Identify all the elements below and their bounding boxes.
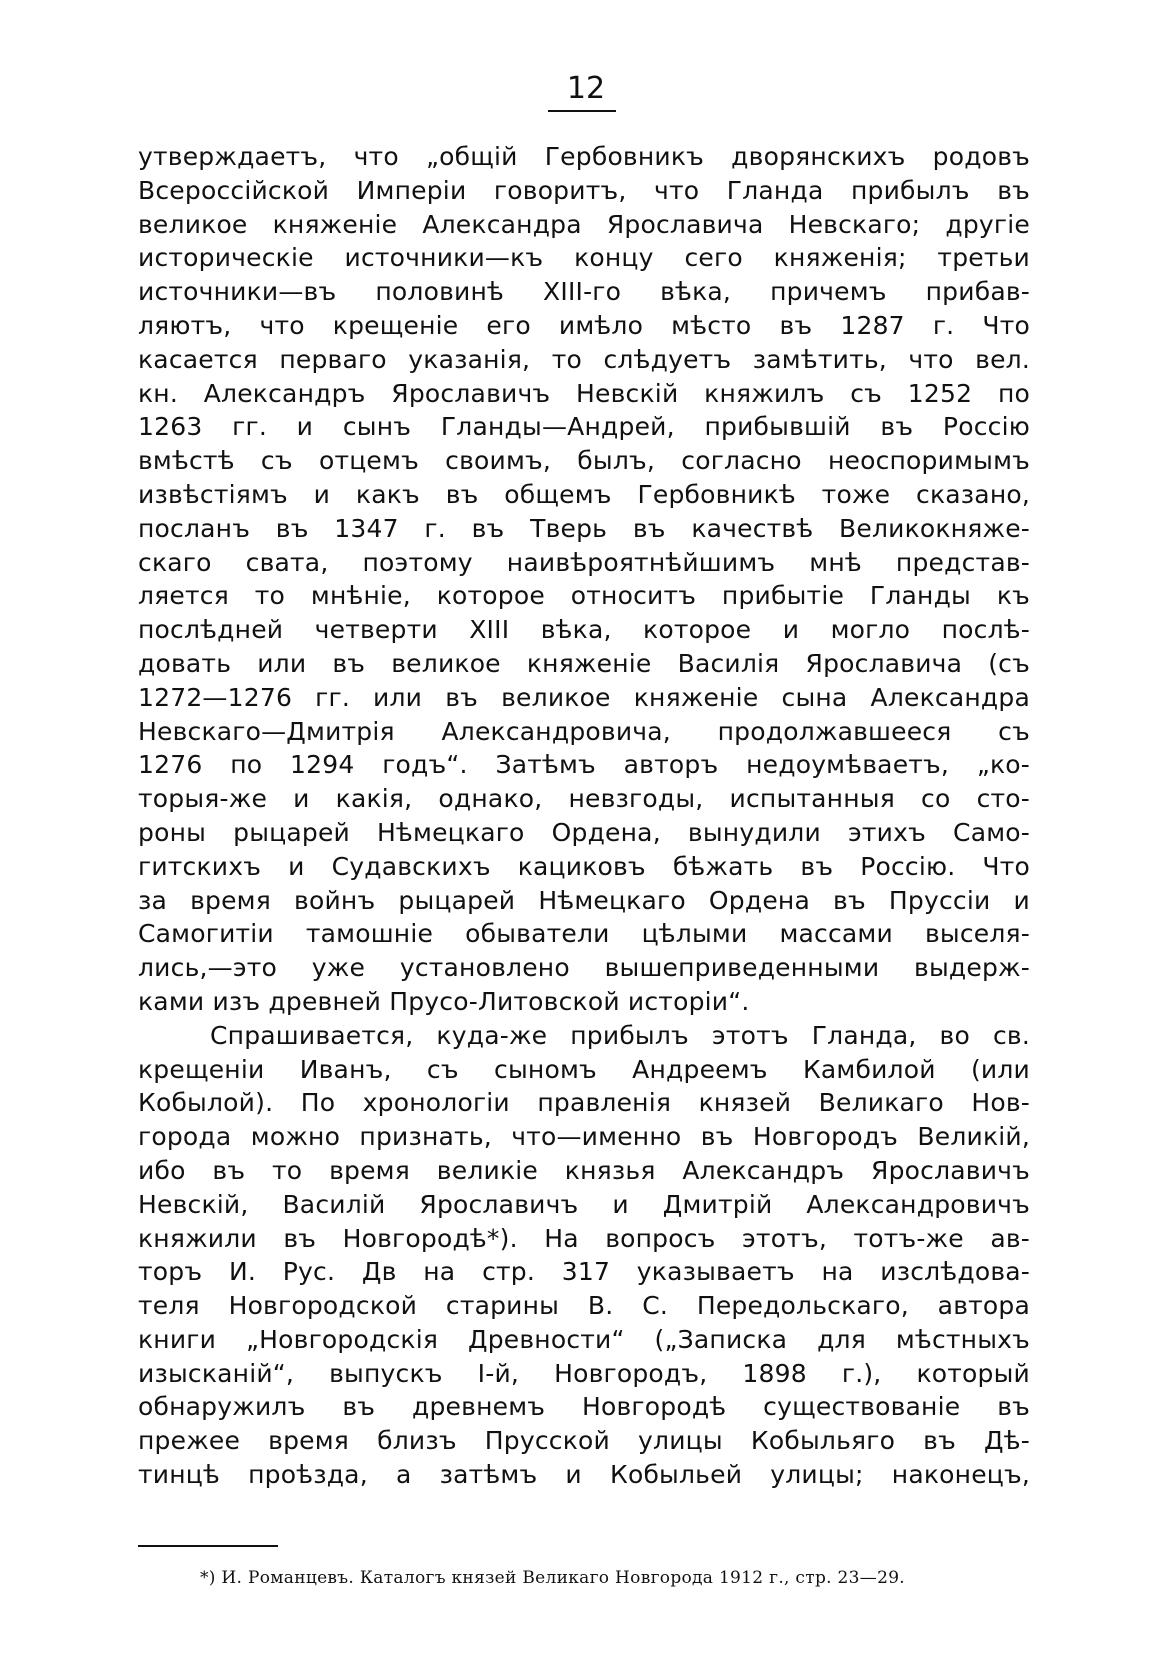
text-line: роны рыцарей Нѣмецкаго Ордена, вынудили этихъ Само-: [138, 817, 1030, 847]
text-line: Невскій, Василій Ярославичъ и Дмитрій Александровичъ: [138, 1189, 1030, 1219]
text-line: извѣстіямъ и какъ въ общемъ Гербовникѣ тоже сказано,: [138, 479, 1030, 509]
text-line: Невскаго—Дмитрія Александровича, продолжавшееся съ: [138, 716, 1030, 746]
page-number-underline: [548, 110, 616, 112]
text-line: гитскихъ и Судавскихъ кациковъ бѣжать въ Россію. Что: [138, 851, 1030, 881]
text-line: касается перваго указанія, то слѣдуетъ замѣтить, что вел.: [138, 344, 1030, 374]
text-line: посланъ въ 1347 г. въ Тверь въ качествѣ Великокняже-: [138, 513, 1030, 543]
text-line: торыя-же и какія, однако, невзгоды, испытанныя со сто-: [138, 784, 1030, 814]
text-line: 1272—1276 гг. или въ великое княженіе сына Александра: [138, 682, 1030, 712]
text-line: лись,—это уже установлено вышеприведенными выдерж-: [138, 953, 1030, 983]
text-line: ибо въ то время великіе князья Александръ Ярославичъ: [138, 1155, 1030, 1185]
text-line: книги „Новгородскія Древности“ („Записка для мѣстныхъ: [138, 1324, 1030, 1354]
text-line: тинцѣ проѣзда, а затѣмъ и Кобыльей улицы; наконецъ,: [138, 1460, 1030, 1490]
text-line: за время войнъ рыцарей Нѣмецкаго Ордена въ Пруссіи и: [138, 885, 1030, 915]
text-line: торъ И. Рус. Дв на стр. 317 указываетъ на изслѣдова-: [138, 1257, 1030, 1287]
text-line: утверждаетъ, что „общій Гербовникъ дворянскихъ родовъ: [138, 142, 1030, 171]
footnote-separator: [138, 1545, 278, 1547]
text-line: историческіе источники—къ концу сего княженія; третьи: [138, 243, 1030, 273]
text-line: изысканій“, выпускъ I-й, Новгородъ, 1898 г.), который: [138, 1358, 1030, 1388]
text-line: Всероссійской Имперіи говоритъ, что Гланда прибылъ въ: [138, 175, 1030, 205]
text-line: кн. Александръ Ярославичъ Невскій княжилъ съ 1252 по: [138, 378, 1030, 408]
text-line: вмѣстѣ съ отцемъ своимъ, былъ, согласно неоспоримымъ: [138, 446, 1030, 476]
footnote: *) И. Романцевъ. Каталогъ князей Великаго Новгорода 1912 г., стр. 23—29.: [200, 1568, 906, 1588]
text-line: прежее время близъ Прусской улицы Кобыльяго въ Дѣ-: [138, 1426, 1030, 1456]
text-line: Кобылой). По хронологіи правленія князей Великаго Нов-: [138, 1088, 1030, 1118]
text-line: ляется то мнѣніе, которое относитъ прибытіе Гланды къ: [138, 581, 1030, 611]
text-line: ляютъ, что крещеніе его имѣло мѣсто въ 1287 г. Что: [138, 310, 1030, 340]
main-text: [138, 140, 1030, 1492]
text-line: скаго свата, поэтому наивѣроятнѣйшимъ мнѣ представ-: [138, 547, 1030, 577]
text-line: источники—въ половинѣ XIII-го вѣка, причемъ прибав-: [138, 277, 1030, 307]
text-line: великое княженіе Александра Ярославича Невскаго; другіе: [138, 209, 1030, 239]
text-line: княжили въ Новгородѣ*). На вопросъ этотъ, тотъ-же ав-: [138, 1223, 1030, 1253]
page-number: 12: [566, 71, 606, 106]
text-line: города можно признать, что—именно въ Новгородъ Великій,: [138, 1122, 1030, 1152]
text-line: теля Новгородской старины В. С. Передольскаго, автора: [138, 1291, 1030, 1321]
text-line: довать или въ великое княженіе Василія Ярославича (съ: [138, 648, 1030, 678]
text-line: Самогитіи тамошніе обыватели цѣлыми массами выселя-: [138, 919, 1030, 949]
text-line: крещеніи Иванъ, съ сыномъ Андреемъ Камбилой (или: [138, 1054, 1030, 1084]
text-line: обнаружилъ въ древнемъ Новгородѣ существованіе въ: [138, 1392, 1030, 1422]
text-line: 1263 гг. и сынъ Гланды—Андрей, прибывшій въ Россію: [138, 412, 1030, 442]
paragraph-start-line: Спрашивается, куда-же прибылъ этотъ Гланда, во св.: [210, 1020, 1030, 1050]
text-line: 1276 по 1294 годъ“. Затѣмъ авторъ недоумѣваетъ, „ко-: [138, 750, 1030, 780]
paragraph-end-line: ками изъ древней Прусо-Литовской исторіи“.: [138, 986, 750, 1016]
text-line: послѣдней четверти XIII вѣка, которое и могло послѣ-: [138, 615, 1030, 645]
